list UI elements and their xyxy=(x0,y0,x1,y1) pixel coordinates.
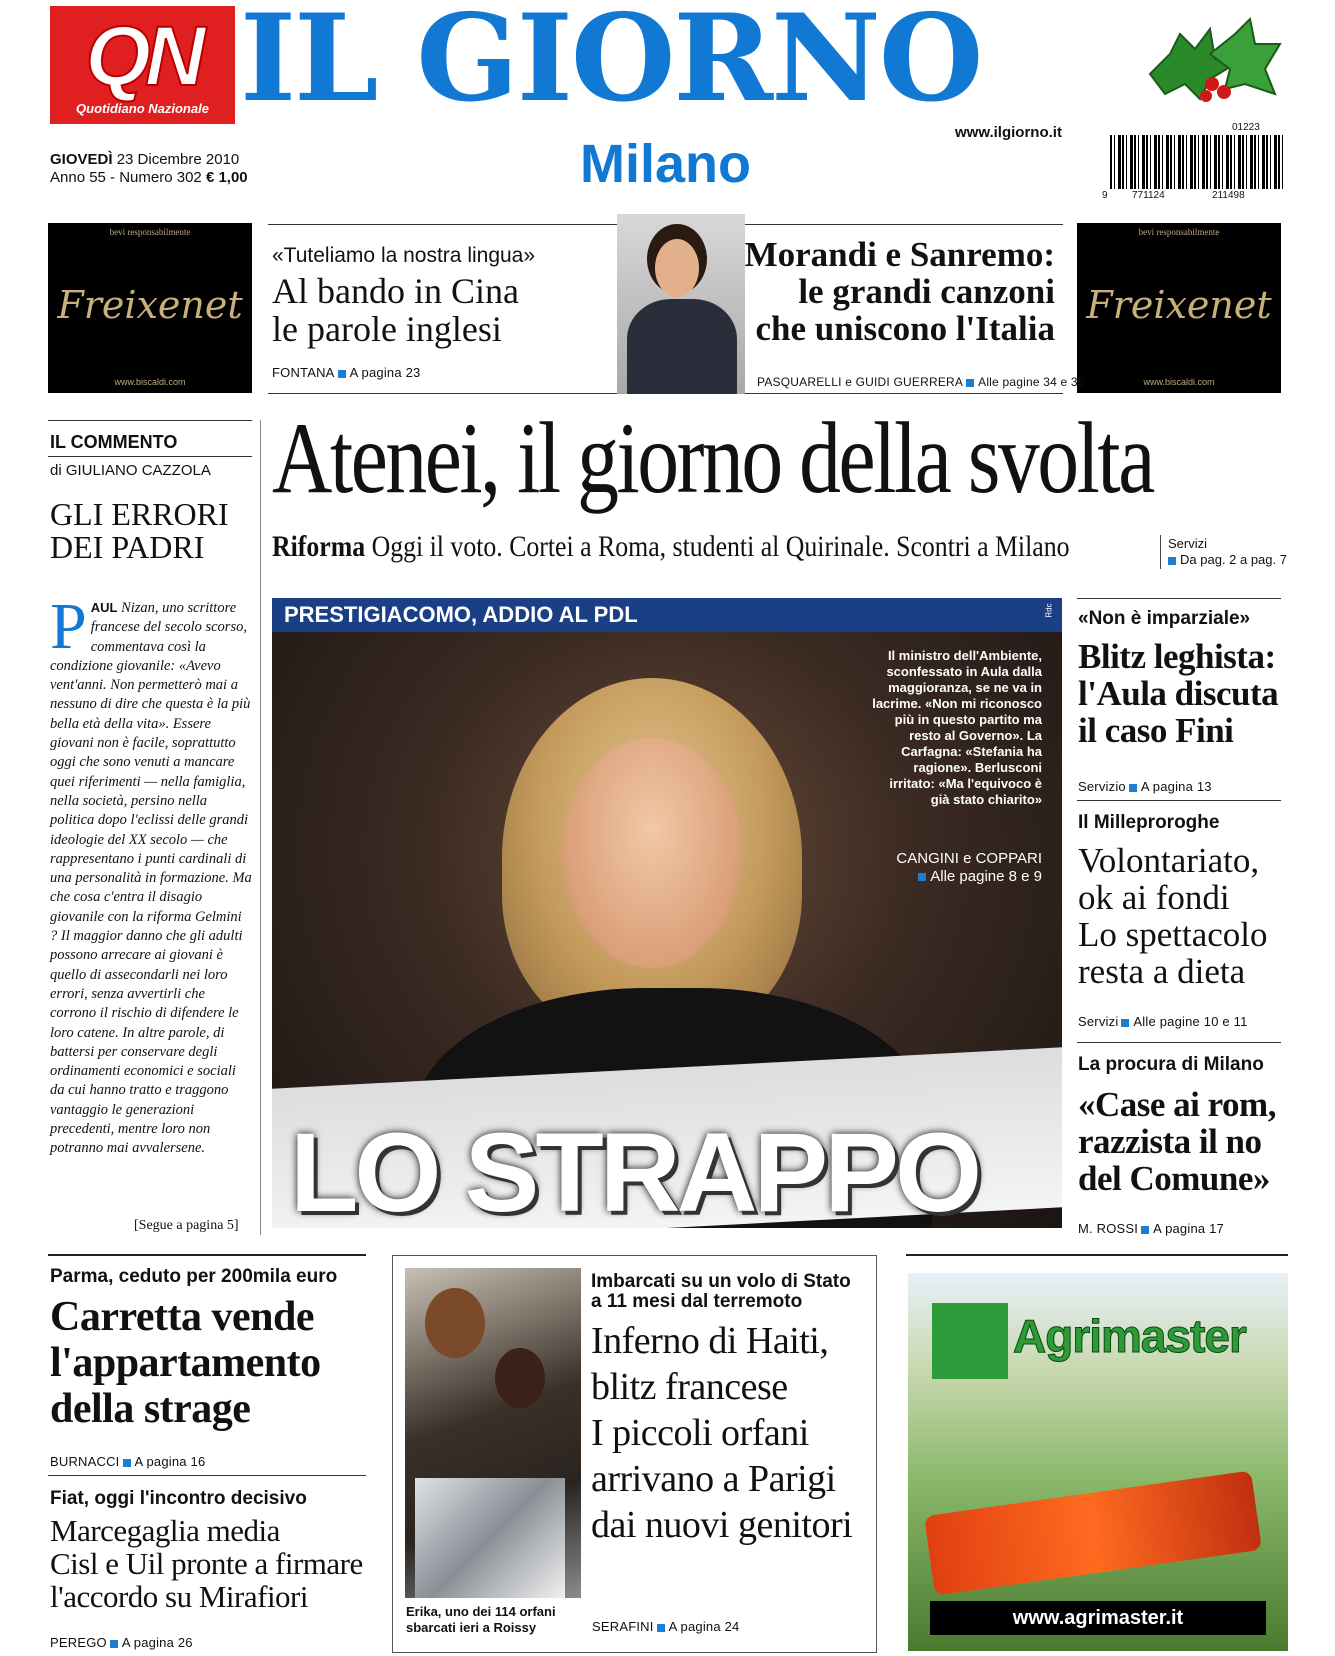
ad-url: www.biscaldi.com xyxy=(114,377,186,387)
story-milleproroghe[interactable] xyxy=(1078,812,1288,1029)
commento-continue[interactable]: [Segue a pagina 5] xyxy=(134,1218,239,1233)
story-title-line1: Volontariato, xyxy=(1078,841,1260,880)
commento-title-line1: GLI ERRORI xyxy=(50,496,229,532)
story-page: A pagina 26 xyxy=(121,1635,193,1650)
story-title-line2: l'appartamento xyxy=(50,1340,321,1386)
story-title-line3: della strage xyxy=(50,1386,251,1432)
story-credit: SERAFINI xyxy=(592,1619,654,1634)
bullet-icon xyxy=(1141,1226,1149,1234)
commento-byline: di GIULIANO CAZZOLA xyxy=(50,462,211,479)
services-label: Servizi xyxy=(1168,536,1208,551)
commento-label: IL COMMENTO xyxy=(50,432,178,452)
bullet-icon xyxy=(918,873,926,881)
story-page: A pagina 24 xyxy=(668,1619,740,1634)
website-link[interactable]: www.ilgiorno.it xyxy=(955,124,1062,141)
qn-logo-subtitle: Quotidiano Nazionale xyxy=(76,101,209,116)
commento-lead: AUL xyxy=(90,600,118,615)
teaser-page: A pagina 23 xyxy=(349,365,421,380)
story-credit: BURNACCI xyxy=(50,1454,120,1469)
story-title-line3: Lo spettacolo xyxy=(1078,915,1268,954)
agrimaster-ad[interactable] xyxy=(908,1273,1288,1651)
newspaper-title: IL GIORNO xyxy=(240,0,982,129)
barcode xyxy=(1102,124,1287,204)
photo-pages: Alle pagine 8 e 9 xyxy=(930,868,1042,885)
issue-number: Anno 55 - Numero 302 xyxy=(50,169,202,186)
haiti-photo[interactable] xyxy=(405,1268,581,1598)
story-title-line1: Carretta vende xyxy=(50,1294,314,1340)
ad-url: www.biscaldi.com xyxy=(1143,377,1215,387)
freixenet-ad-left[interactable] xyxy=(48,223,252,393)
teaser-title-line1: Al bando in Cina xyxy=(272,271,519,311)
photo-face xyxy=(655,239,699,297)
lead-kicker: Riforma xyxy=(272,530,366,563)
lead-subheadline xyxy=(272,530,1070,564)
photo-banner: PRESTIGIACOMO, ADDIO AL PDL xyxy=(272,598,1062,632)
story-title-line2: Cisl e Uil pronte a firmare xyxy=(50,1546,363,1581)
story-rom[interactable] xyxy=(1078,1054,1288,1236)
qn-logo xyxy=(50,6,235,124)
teaser-title-line2: le grandi canzoni xyxy=(798,272,1055,311)
agrimaster-brand: Agrimaster xyxy=(1013,1310,1246,1362)
story-kicker: Fiat, oggi l'incontro decisivo xyxy=(50,1488,307,1509)
freixenet-logo: Freixenet xyxy=(57,283,243,327)
photo-head xyxy=(425,1288,485,1358)
story-page: A pagina 17 xyxy=(1153,1221,1224,1236)
story-credit: Servizi xyxy=(1078,1014,1119,1029)
bullet-icon xyxy=(1121,1019,1129,1027)
barcode-left-digit: 9 xyxy=(1102,190,1108,201)
ad-disclaimer: bevi responsabilmente xyxy=(1138,227,1220,237)
story-title-line4: arrivano a Parigi xyxy=(591,1458,836,1500)
agrimaster-url: www.agrimaster.it xyxy=(930,1601,1266,1635)
teaser-cina[interactable] xyxy=(272,244,612,380)
bullet-icon xyxy=(123,1459,131,1467)
story-title-line1: Marcegaglia media xyxy=(50,1513,280,1548)
column-divider xyxy=(260,420,261,1235)
teaser-title-line3: che uniscono l'Italia xyxy=(755,309,1055,348)
freixenet-logo: Freixenet xyxy=(1086,283,1272,327)
caption-line1: Erika, uno dei 114 orfani xyxy=(406,1604,556,1619)
story-title-line2: ok ai fondi xyxy=(1078,878,1230,917)
divider xyxy=(1077,598,1281,599)
story-title-line2: razzista il no xyxy=(1078,1122,1262,1161)
story-title-line2: l'Aula discuta xyxy=(1078,674,1279,713)
bullet-icon xyxy=(110,1640,118,1648)
story-title-line1: Inferno di Haiti, xyxy=(591,1320,829,1362)
main-photo[interactable] xyxy=(272,598,1062,1228)
story-title-line4: resta a dieta xyxy=(1078,952,1246,991)
services-pages: Da pag. 2 a pag. 7 xyxy=(1180,552,1287,567)
divider xyxy=(1077,1042,1281,1043)
lead-services[interactable] xyxy=(1168,536,1287,568)
lead-headline[interactable]: Atenei, il giorno della svolta xyxy=(272,402,1153,515)
photo-face xyxy=(562,738,742,968)
story-haiti[interactable] xyxy=(591,1272,871,1548)
story-title-line5: dai nuovi genitori xyxy=(591,1504,853,1546)
divider xyxy=(48,1475,366,1476)
story-credit: Servizio xyxy=(1078,779,1126,794)
teaser-author: FONTANA xyxy=(272,365,335,380)
story-title-line3: l'accordo su Mirafiori xyxy=(50,1579,308,1614)
bullet-icon xyxy=(966,379,974,387)
story-page: Alle pagine 10 e 11 xyxy=(1133,1014,1248,1029)
haiti-photo-caption xyxy=(406,1604,556,1636)
story-title-line1: «Case ai rom, xyxy=(1078,1085,1276,1124)
teaser-title-line1: Morandi e Sanremo: xyxy=(744,235,1055,274)
photo-headline: LO STRAPPO xyxy=(290,1110,979,1228)
story-page: A pagina 16 xyxy=(134,1454,206,1469)
date: 23 Dicembre 2010 xyxy=(116,151,240,168)
machine-image xyxy=(924,1470,1262,1595)
teaser-title-line2: le parole inglesi xyxy=(272,309,502,349)
barcode-mid-digits: 771124 xyxy=(1132,190,1165,201)
bullet-icon xyxy=(1129,784,1137,792)
bullet-icon xyxy=(338,370,346,378)
story-title-line1: Blitz leghista: xyxy=(1078,637,1276,676)
story-kicker: La procura di Milano xyxy=(1078,1054,1264,1075)
story-fini[interactable] xyxy=(1078,608,1288,794)
bullet-icon xyxy=(1168,557,1176,565)
photo-caption: Il ministro dell'Ambiente, sconfessato in Aula dalla maggioranza, se ne va in lacrime. «Non mi riconosco più in questo partito ma resto al Governo». La Carfagna: «Stefania ha ragione». Berlusconi irritato: «Ma l'equivoco è già stato chiarito» xyxy=(872,648,1042,807)
agrimaster-logo-icon xyxy=(932,1303,1008,1379)
story-title-line3: I piccoli orfani xyxy=(591,1412,809,1454)
qn-logo-text: QN xyxy=(85,9,200,103)
divider xyxy=(48,1254,366,1256)
photo-story-credit xyxy=(896,850,1042,886)
story-title-line3: del Comune» xyxy=(1078,1159,1270,1198)
dropcap: P xyxy=(50,590,87,663)
photo-child xyxy=(495,1348,545,1408)
story-credit: PEREGO xyxy=(50,1635,107,1650)
lead-sub-text: Oggi il voto. Cortei a Roma, studenti al Quirinale. Scontri a Milano xyxy=(371,530,1070,563)
photo-blanket xyxy=(415,1478,565,1598)
commento-body xyxy=(50,590,252,1159)
story-kicker-line2: a 11 mesi dal terremoto xyxy=(591,1291,803,1312)
divider xyxy=(48,420,252,421)
divider xyxy=(48,456,252,457)
dateline xyxy=(50,151,248,187)
barcode-bars xyxy=(1110,135,1285,189)
story-carretta[interactable] xyxy=(50,1266,380,1469)
story-kicker: Parma, ceduto per 200mila euro xyxy=(50,1266,338,1287)
story-kicker: Il Milleproroghe xyxy=(1078,812,1220,833)
story-fiat[interactable] xyxy=(50,1488,380,1650)
barcode-top-number: 01223 xyxy=(1232,122,1260,133)
edition-city: Milano xyxy=(580,134,751,194)
story-kicker: «Non è imparziale» xyxy=(1078,608,1251,629)
teaser-author: PASQUARELLI e GUIDI GUERRERA xyxy=(757,375,964,389)
photo-credit: Rdc xyxy=(1044,603,1054,618)
story-credit: M. ROSSI xyxy=(1078,1221,1139,1236)
price: € 1,00 xyxy=(205,169,248,186)
bullet-icon xyxy=(657,1624,665,1632)
holly-icon xyxy=(1140,14,1290,124)
divider xyxy=(1160,535,1161,569)
divider xyxy=(906,1254,1288,1256)
commento-title-line2: DEI PADRI xyxy=(50,529,205,565)
teaser-kicker: «Tuteliamo la nostra lingua» xyxy=(272,244,536,267)
teaser-morandi[interactable] xyxy=(715,236,1055,347)
commento-title[interactable] xyxy=(50,498,229,564)
story-title-line3: il caso Fini xyxy=(1078,711,1234,750)
freixenet-ad-right[interactable] xyxy=(1077,223,1281,393)
commento-text: Nizan, uno scrittore francese del secolo scorso, commentava così la condizione giovanile: «Avevo vent'anni. Non permetterò mai a nessuno di dire che questa è la più bella età della vita». Essere giovani non è facile, soprattutto oggi che sono venuti a mancare quei riferimenti — nella famiglia, nella società, persino nella politica dopo l'eclissi delle grandi ideologie del XX secolo — che rappresentano i punti cardinali di una personalità in formazione. Ma che cosa c'entra il disagio giovanile con la riforma Gelmini ? Il maggior danno che gli adulti possono arrecare ai giovani è quello di assecondarli nei loro errori, senza avvertirli che corrono il rischio di difendere le loro catene. In altre parole, di battersi per conservare degli ordinamenti economici e sociali da cui hanno tratto e traggono vantaggio le generazioni precedenti, mentre loro non potranno mai avvalersene. xyxy=(50,600,252,1157)
teaser-page: Alle pagine 34 e 35 xyxy=(978,375,1085,389)
date-day: GIOVEDÌ xyxy=(50,151,113,168)
story-kicker-line1: Imbarcati su un volo di Stato xyxy=(591,1271,851,1292)
barcode-right-digits: 211498 xyxy=(1212,190,1245,201)
story-title-line2: blitz francese xyxy=(591,1366,788,1408)
story-page: A pagina 13 xyxy=(1140,779,1212,794)
photo-authors: CANGINI e COPPARI xyxy=(896,850,1042,867)
caption-line2: sbarcati ieri a Roissy xyxy=(406,1620,537,1635)
ad-disclaimer: bevi responsabilmente xyxy=(109,227,191,237)
divider xyxy=(1077,800,1281,801)
